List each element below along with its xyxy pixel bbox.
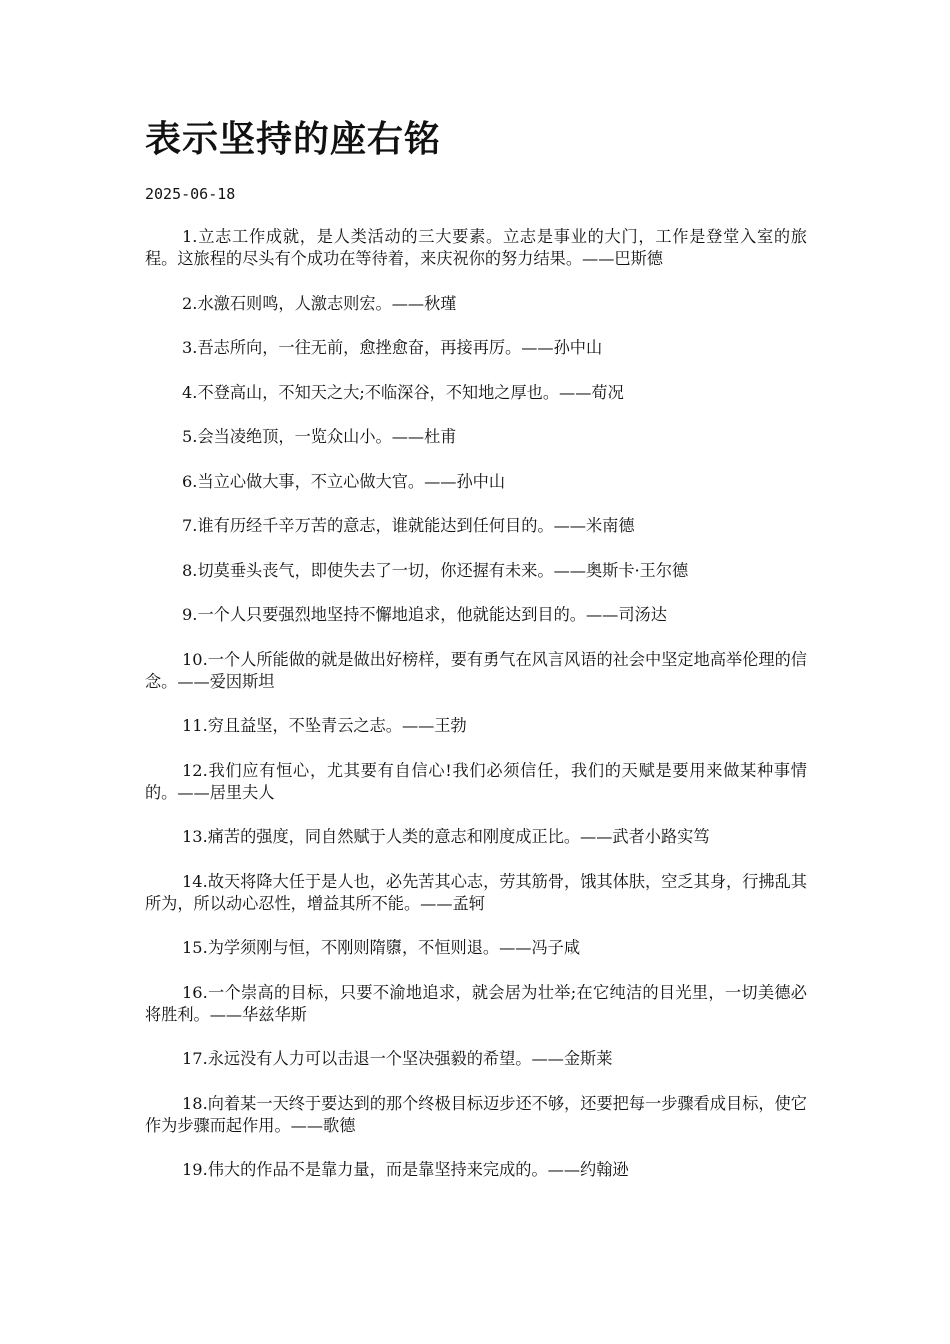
quote-item: 18.向着某一天终于要达到的那个终极目标迈步还不够，还要把每一步骤看成目标，使它作为步骤而起作用。——歌德 [145, 1093, 807, 1135]
quote-item: 15.为学须刚与恒，不刚则隋隳，不恒则退。——冯子咸 [182, 938, 581, 957]
quote-item: 8.切莫垂头丧气，即使失去了一切，你还握有未来。——奥斯卡·王尔德 [182, 560, 689, 580]
quote-item: 19.伟大的作品不是靠力量，而是靠坚持来完成的。——约翰逊 [182, 1160, 629, 1179]
quote-item: 12.我们应有恒心，尤其要有自信心!我们必须信任，我们的天赋是要用来做某种事情的。——居里夫人 [145, 760, 807, 802]
quote-item: 10.一个人所能做的就是做出好榜样，要有勇气在风言风语的社会中坚定地高举伦理的信念。——爱因斯坦 [145, 649, 807, 691]
quote-item: 17.永远没有人力可以击退一个坚决强毅的希望。——金斯莱 [182, 1049, 613, 1068]
quote-item: 2.水激石则鸣，人激志则宏。——秋瑾 [182, 293, 457, 313]
document-page [145, 112, 807, 1204]
quote-item: 1.立志工作成就，是人类活动的三大要素。立志是事业的大门，工作是登堂入室的旅程。这旅程的尽头有个成功在等待着，来庆祝你的努力结果。——巴斯德 [145, 227, 807, 268]
document-date: 2025-06-18 [145, 185, 236, 203]
quote-item: 3.吾志所向，一往无前，愈挫愈奋，再接再厉。——孙中山 [182, 338, 603, 357]
quote-item: 4.不登高山，不知天之大;不临深谷，不知地之厚也。——荀况 [182, 382, 624, 402]
quote-item: 13.痛苦的强度，同自然赋于人类的意志和刚度成正比。——武者小路实笃 [182, 827, 710, 846]
quote-item: 5.会当凌绝顶，一览众山小。——杜甫 [182, 427, 457, 446]
quote-item: 14.故天将降大任于是人也，必先苦其心志，劳其筋骨，饿其体肤，空乏其身，行拂乱其所为，所以动心忍性，增益其所不能。——孟轲 [145, 871, 807, 913]
quote-list [145, 226, 807, 1181]
document-title: 表示坚持的座右铭 [145, 119, 442, 160]
quote-item: 7.谁有历经千辛万苦的意志，谁就能达到任何目的。——米南德 [182, 516, 635, 535]
quote-item: 6.当立心做大事，不立心做大官。——孙中山 [182, 471, 506, 491]
quote-item: 11.穷且益坚，不坠青云之志。——王勃 [182, 716, 467, 735]
quote-item: 16.一个崇高的目标，只要不渝地追求，就会居为壮举;在它纯洁的目光里，一切美德必将胜利。——华兹华斯 [145, 982, 807, 1024]
quote-item: 9.一个人只要强烈地坚持不懈地追求，他就能达到目的。——司汤达 [182, 605, 667, 624]
